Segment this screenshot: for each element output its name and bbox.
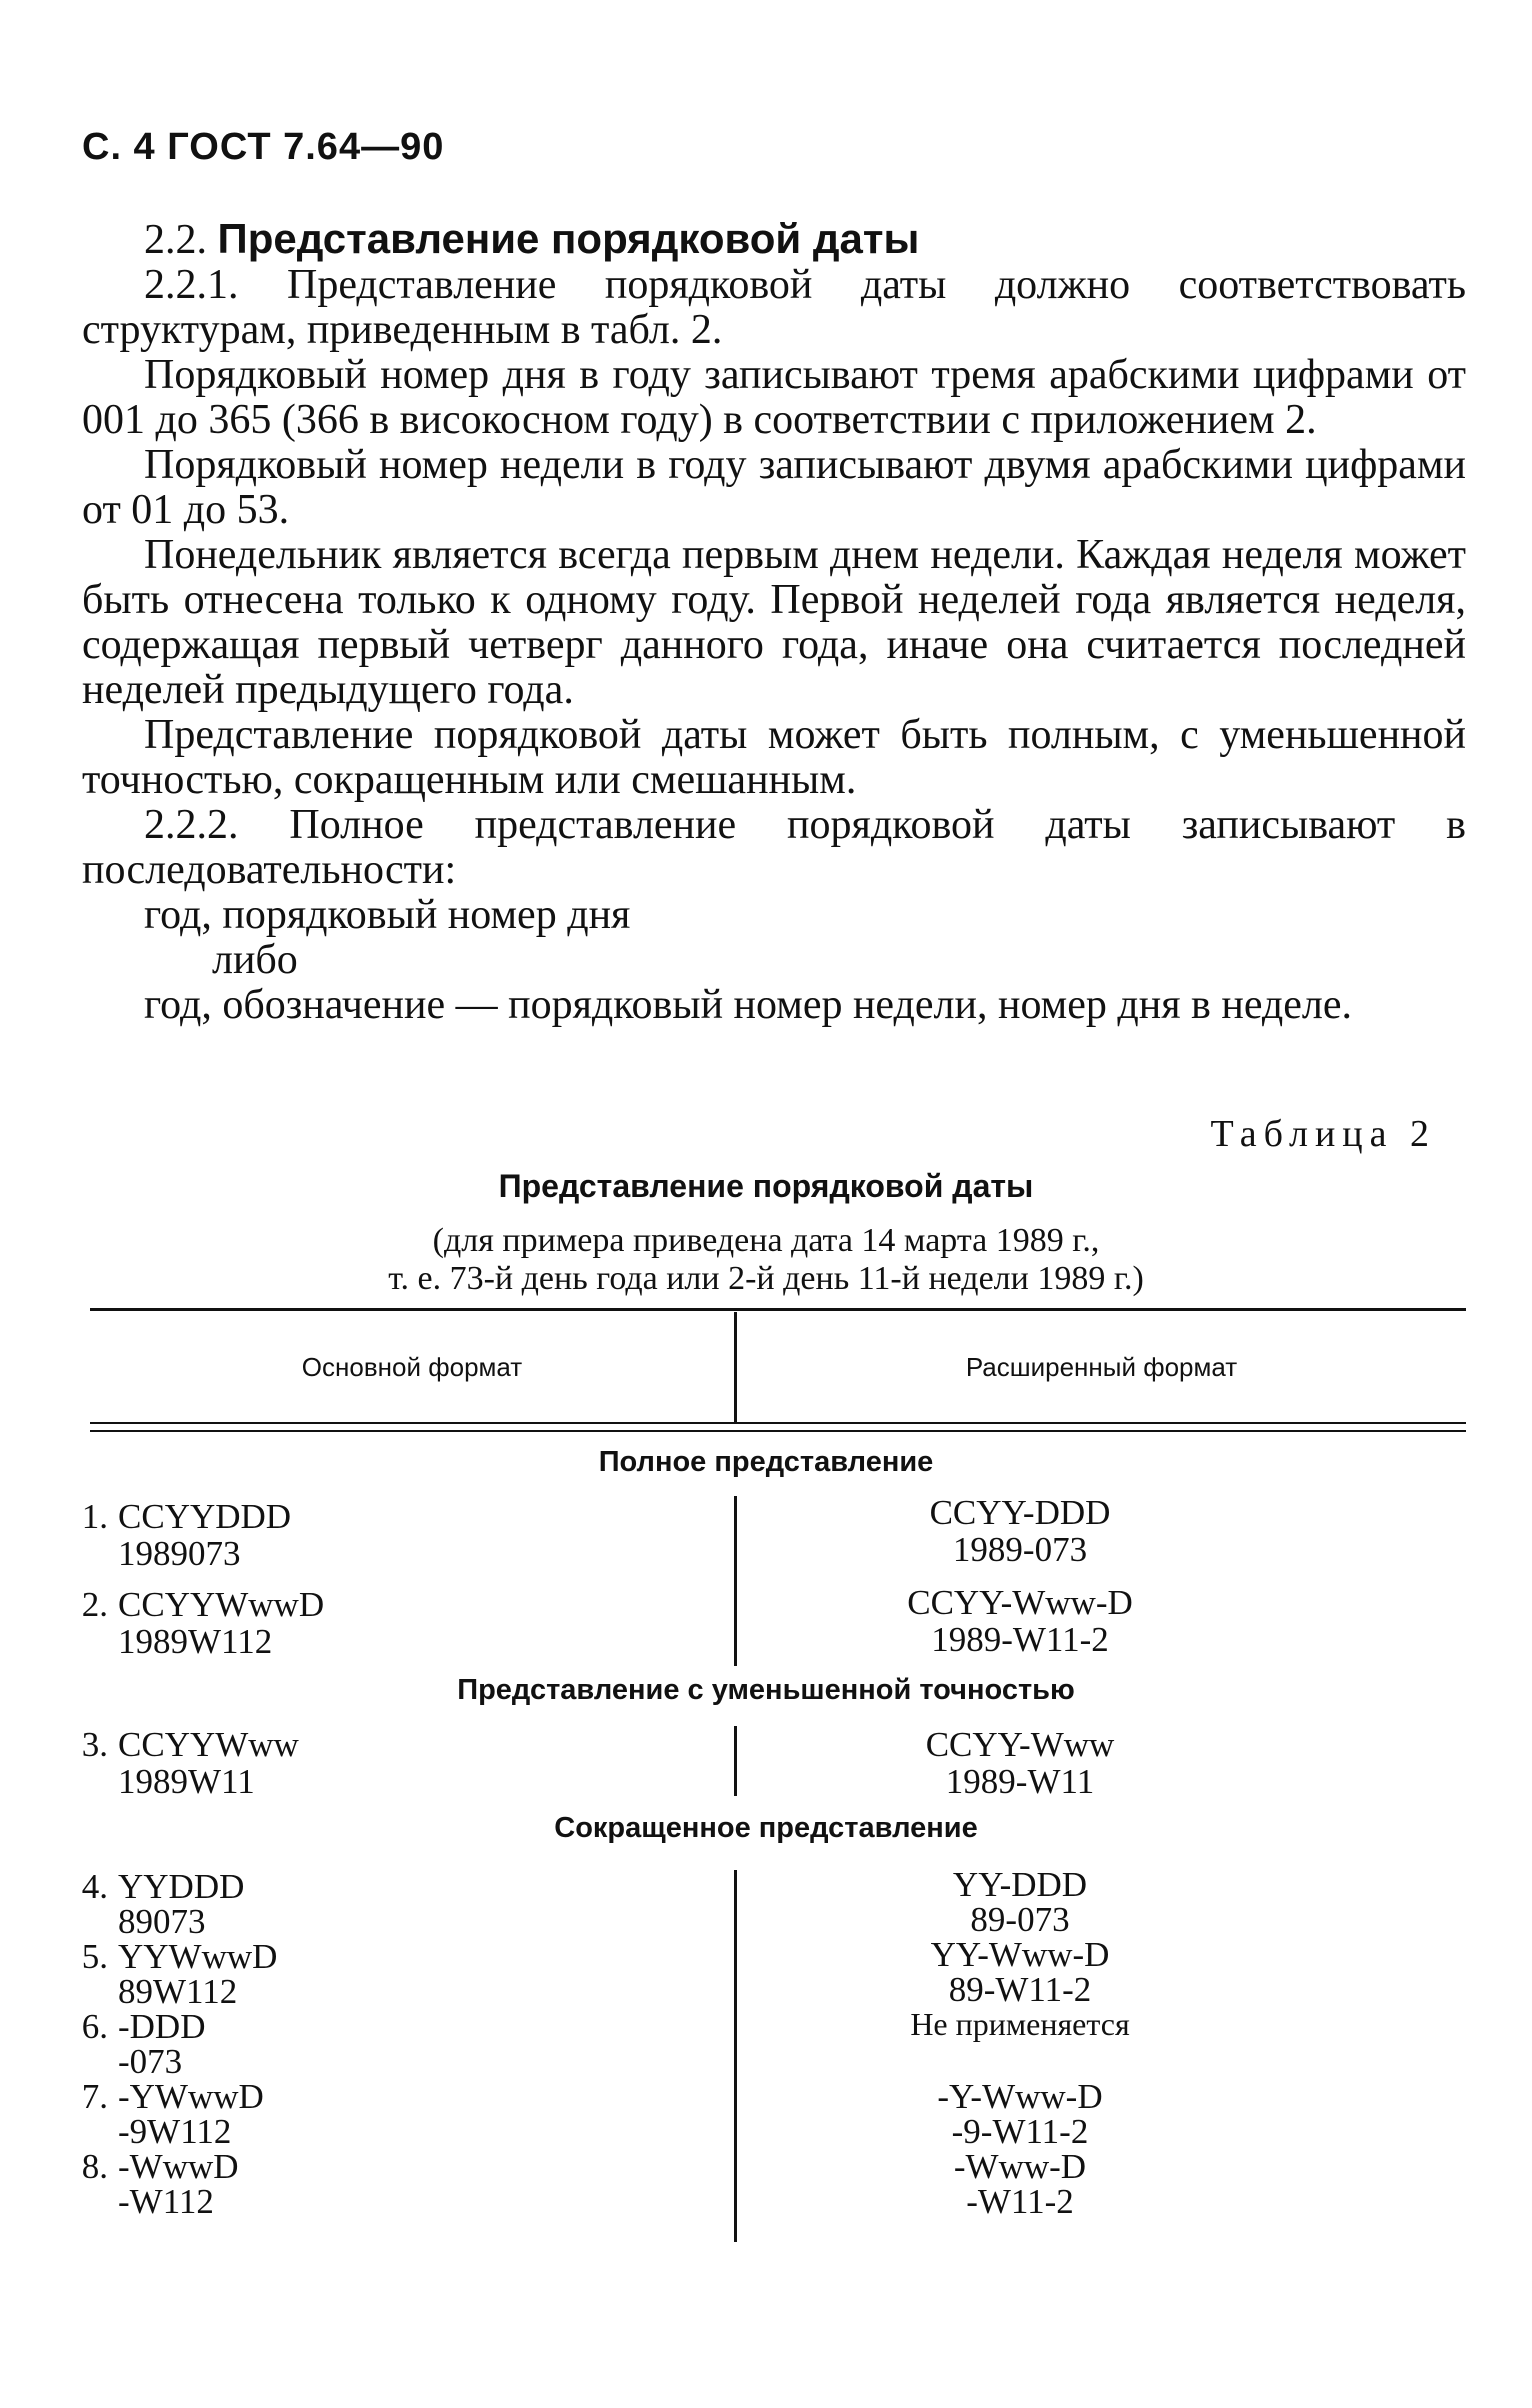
page-header: С. 4 ГОСТ 7.64—90 xyxy=(82,126,445,168)
column-divider xyxy=(734,1726,737,1796)
sequence-line-2: год, обозначение — порядковый номер недели, номер дня в неделе. xyxy=(144,982,1353,1028)
column-header-basic: Основной формат xyxy=(301,1352,523,1382)
basic-example: 89W112 xyxy=(118,1972,238,2011)
table-row xyxy=(62,2008,205,2045)
extended-example: 89-W11-2 xyxy=(948,1970,1092,2009)
paragraph: 2.2.2. Полное представление порядковой даты записывают в последовательности: xyxy=(82,802,1466,893)
extended-format: CCYY-Www-D xyxy=(907,1583,1133,1622)
sequence-or: либо xyxy=(212,937,298,983)
section-2-2 xyxy=(82,216,1466,1028)
basic-format: YYDDD xyxy=(118,1867,245,1906)
basic-format: CCYYWwwD xyxy=(118,1585,325,1624)
sequence-line-1: год, порядковый номер дня xyxy=(144,892,631,938)
table-row xyxy=(62,2148,239,2185)
table-row xyxy=(62,1868,244,1905)
section-title-text: Представление порядковой даты xyxy=(217,215,920,262)
row-number: 6. xyxy=(81,2007,108,2046)
row-number: 4. xyxy=(81,1867,108,1906)
basic-example: -9W112 xyxy=(118,2112,232,2151)
table-label: Таблица 2 xyxy=(1210,1113,1436,1155)
basic-example: 1989W11 xyxy=(118,1762,255,1801)
basic-example: 89073 xyxy=(118,1902,206,1941)
row-number: 3. xyxy=(81,1725,108,1764)
row-number: 8. xyxy=(81,2147,108,2186)
basic-format: CCYYDDD xyxy=(118,1497,292,1536)
table-row xyxy=(62,1498,291,1535)
table-title: Представление порядковой даты xyxy=(498,1168,1034,1204)
extended-format: CCYY-DDD xyxy=(929,1493,1111,1532)
table-subtitle-line-2: т. е. 73-й день года или 2-й день 11-й недели 1989 г.) xyxy=(388,1260,1144,1297)
table-row xyxy=(62,1586,324,1623)
basic-example: 1989073 xyxy=(118,1534,241,1573)
basic-format: YYWwwD xyxy=(118,1937,278,1976)
paragraph: 2.2.1. Представление порядковой даты должно соответствовать структурам, приведенным в табл. 2. xyxy=(82,262,1466,353)
row-number: 7. xyxy=(81,2077,108,2116)
extended-example: 1989-W11-2 xyxy=(931,1620,1109,1659)
basic-example: -073 xyxy=(118,2042,183,2081)
group-heading: Сокращенное представление xyxy=(554,1812,978,1844)
row-number: 5. xyxy=(81,1937,108,1976)
extended-format: -Y-Www-D xyxy=(937,2077,1103,2116)
table-top-rule xyxy=(90,1308,1466,1311)
paragraph: Порядковый номер дня в году записывают тремя арабскими цифрами от 001 до 365 (366 в високосном году) в соответствии с приложением 2. xyxy=(82,352,1466,443)
table-row xyxy=(62,2078,264,2115)
extended-example: 1989-W11 xyxy=(945,1762,1095,1801)
row-number: 1. xyxy=(81,1497,108,1536)
header-bottom-rule-1 xyxy=(90,1422,1466,1424)
extended-example: -W11-2 xyxy=(966,2182,1074,2221)
header-bottom-rule-2 xyxy=(90,1430,1466,1432)
paragraph: Представление порядковой даты может быть полным, с уменьшенной точностью, сокращенным или смешанным. xyxy=(82,712,1466,803)
basic-format: -WwwD xyxy=(118,2147,239,2186)
basic-example: 1989W112 xyxy=(118,1622,273,1661)
table-subtitle xyxy=(0,1222,1532,1298)
basic-format: CCYYWww xyxy=(118,1725,299,1764)
row-number: 2. xyxy=(81,1585,108,1624)
column-divider xyxy=(734,1496,737,1666)
table-row xyxy=(62,1726,299,1763)
table-row xyxy=(62,1938,277,1975)
group-heading: Полное представление xyxy=(598,1446,934,1478)
basic-format: -YWwwD xyxy=(118,2077,264,2116)
section-title-number: 2.2. xyxy=(144,217,207,263)
extended-format: YY-DDD xyxy=(952,1865,1088,1904)
extended-format: YY-Www-D xyxy=(930,1935,1110,1974)
basic-format: -DDD xyxy=(118,2007,206,2046)
table-subtitle-line-1: (для примера приведена дата 14 марта 1989 г., xyxy=(432,1222,1100,1259)
extended-format: -Www-D xyxy=(953,2147,1087,2186)
basic-example: -W112 xyxy=(118,2182,214,2221)
section-title xyxy=(82,216,1466,263)
extended-example: -9-W11-2 xyxy=(951,2112,1089,2151)
extended-example: 1989-073 xyxy=(952,1530,1088,1569)
extended-format: Не применяется xyxy=(910,2006,1130,2042)
extended-example: 89-073 xyxy=(970,1900,1070,1939)
paragraph: Порядковый номер недели в году записывают двумя арабскими цифрами от 01 до 53. xyxy=(82,442,1466,533)
group-heading: Представление с уменьшенной точностью xyxy=(457,1674,1075,1706)
column-header-extended: Расширенный формат xyxy=(965,1352,1238,1382)
extended-format: CCYY-Www xyxy=(925,1725,1115,1764)
column-divider xyxy=(734,1870,737,2242)
paragraph: Понедельник является всегда первым днем недели. Каждая неделя может быть отнесена только к одному году. Первой неделей года является неделя, содержащая первый четверг данного года, иначе она считается последней неделей предыдущего года. xyxy=(82,532,1466,713)
